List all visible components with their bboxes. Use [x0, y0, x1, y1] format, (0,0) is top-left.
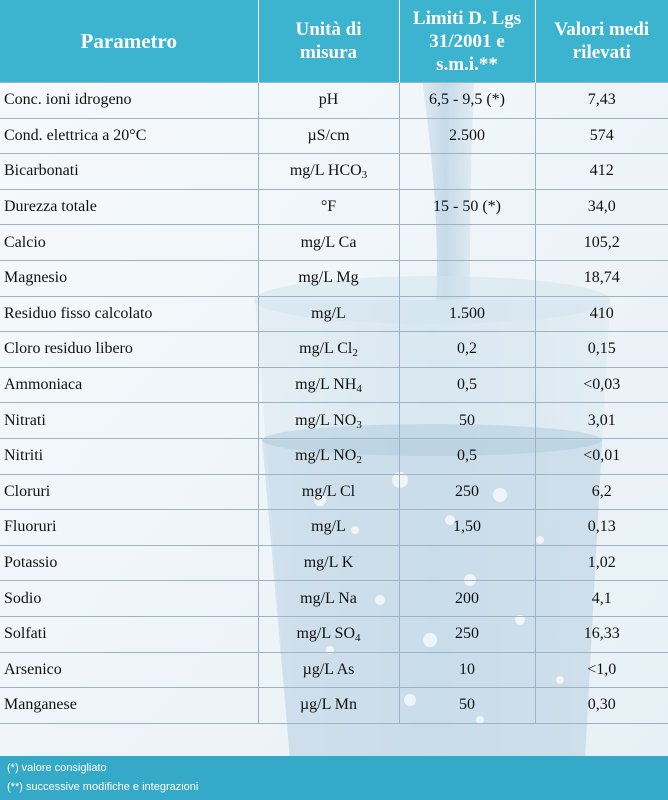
table-row	[0, 260, 668, 296]
value-cell: 6,2	[535, 474, 668, 510]
limit-cell: 2.500	[399, 118, 535, 154]
table-row	[0, 83, 668, 119]
limit-cell	[399, 260, 535, 296]
header-unita-di-misura	[258, 0, 399, 83]
table-row	[0, 545, 668, 581]
value-cell: 410	[535, 296, 668, 332]
unit-cell	[258, 474, 399, 510]
limit-cell: 6,5 - 9,5 (*)	[399, 83, 535, 119]
unit-text: mg/L SO	[296, 625, 356, 643]
param-cell: Nitrati	[0, 403, 258, 439]
header-value-line2: rilevati	[572, 42, 631, 63]
value-cell: 34,0	[535, 189, 668, 225]
unit-text: µg/L Mn	[299, 696, 358, 714]
unit-cell	[258, 296, 399, 332]
unit-cell	[258, 652, 399, 688]
unit-cell	[258, 154, 399, 190]
value-cell: <0,03	[535, 367, 668, 403]
param-cell: Potassio	[0, 545, 258, 581]
table-row	[0, 616, 668, 652]
param-cell: Calcio	[0, 225, 258, 261]
table-row	[0, 510, 668, 546]
unit-text: mg/L	[311, 304, 346, 322]
param-cell: Cloruri	[0, 474, 258, 510]
header-parametro: Parametro	[0, 0, 258, 83]
param-cell: Arsenico	[0, 652, 258, 688]
table-body	[0, 83, 668, 724]
table-row	[0, 652, 668, 688]
unit-text: mg/L Na	[300, 589, 357, 607]
value-cell: 16,33	[535, 616, 668, 652]
header-limit-line1: Limiti D. Lgs	[412, 7, 522, 29]
header-unit-line1: Unità di	[295, 19, 362, 40]
value-cell: 574	[535, 118, 668, 154]
unit-text: mg/L NO	[295, 411, 357, 429]
table-row	[0, 581, 668, 617]
unit-cell	[258, 616, 399, 652]
value-cell: 7,43	[535, 83, 668, 119]
table-row	[0, 474, 668, 510]
param-cell: Magnesio	[0, 260, 258, 296]
unit-cell	[258, 688, 399, 724]
unit-text: mg/L K	[303, 554, 354, 572]
unit-cell	[258, 189, 399, 225]
limit-cell: 0,5	[399, 367, 535, 403]
header-limiti	[399, 0, 535, 83]
unit-text: mg/L NH	[295, 376, 357, 394]
unit-cell	[258, 438, 399, 474]
unit-cell	[258, 225, 399, 261]
limit-cell: 0,5	[399, 438, 535, 474]
table-row	[0, 118, 668, 154]
unit-text: µS/cm	[307, 126, 350, 144]
header-unit-line2: misura	[300, 42, 357, 63]
param-cell: Conc. ioni idrogeno	[0, 83, 258, 119]
param-cell: Residuo fisso calcolato	[0, 296, 258, 332]
unit-text: mg/L Cl	[301, 482, 356, 500]
limit-cell: 0,2	[399, 332, 535, 368]
unit-subscript: 3	[361, 169, 368, 182]
table-row	[0, 438, 668, 474]
limit-cell: 10	[399, 652, 535, 688]
unit-subscript: 4	[355, 632, 361, 645]
unit-cell	[258, 118, 399, 154]
header-limit-line2: 31/2001 e	[429, 30, 505, 52]
limit-cell: 1.500	[399, 296, 535, 332]
unit-cell	[258, 545, 399, 581]
param-cell: Ammoniaca	[0, 367, 258, 403]
value-cell: 3,01	[535, 403, 668, 439]
value-cell: <1,0	[535, 652, 668, 688]
value-cell: 0,13	[535, 510, 668, 546]
table-row	[0, 332, 668, 368]
table-row	[0, 403, 668, 439]
limit-cell: 50	[399, 688, 535, 724]
limit-cell: 15 - 50 (*)	[399, 189, 535, 225]
param-cell: Nitriti	[0, 438, 258, 474]
value-cell: 1,02	[535, 545, 668, 581]
value-cell: 4,1	[535, 581, 668, 617]
unit-subscript: 3	[356, 418, 362, 431]
table-row	[0, 189, 668, 225]
unit-cell	[258, 510, 399, 546]
table-row	[0, 367, 668, 403]
footnote-smi: (**) successive modifiche e integrazioni	[7, 781, 199, 793]
value-cell: 105,2	[535, 225, 668, 261]
unit-text: mg/L Mg	[298, 269, 359, 287]
limit-cell: 250	[399, 616, 535, 652]
limit-cell: 200	[399, 581, 535, 617]
table-header	[0, 0, 668, 83]
unit-text: mg/L	[311, 518, 346, 536]
param-cell: Sodio	[0, 581, 258, 617]
param-cell: Solfati	[0, 616, 258, 652]
limit-cell	[399, 154, 535, 190]
unit-cell	[258, 83, 399, 119]
param-cell: Durezza totale	[0, 189, 258, 225]
unit-text: °F	[320, 198, 337, 216]
value-cell: <0,01	[535, 438, 668, 474]
table-row	[0, 688, 668, 724]
unit-text: mg/L NO	[295, 447, 357, 465]
header-limit-line3: s.m.i.**	[436, 53, 498, 75]
limit-cell: 250	[399, 474, 535, 510]
value-cell: 0,15	[535, 332, 668, 368]
footnote-valore-consigliato: (*) valore consigliato	[7, 762, 107, 774]
value-cell: 412	[535, 154, 668, 190]
table-row	[0, 154, 668, 190]
table-row	[0, 225, 668, 261]
unit-cell	[258, 332, 399, 368]
unit-cell	[258, 260, 399, 296]
unit-cell	[258, 403, 399, 439]
param-cell: Bicarbonati	[0, 154, 258, 190]
unit-subscript: 4	[356, 383, 362, 396]
param-cell: Cond. elettrica a 20°C	[0, 118, 258, 154]
unit-text: mg/L HCO	[289, 162, 362, 180]
header-valori-medi	[535, 0, 668, 83]
unit-cell	[258, 581, 399, 617]
unit-text: mg/L Ca	[300, 233, 357, 251]
limit-cell: 50	[399, 403, 535, 439]
param-cell: Cloro residuo libero	[0, 332, 258, 368]
unit-text: µg/L As	[302, 660, 355, 678]
unit-subscript: 2	[352, 347, 358, 360]
unit-text: mg/L Cl	[299, 340, 353, 358]
value-cell: 18,74	[535, 260, 668, 296]
header-value-line1: Valori medi	[554, 19, 650, 40]
limit-cell	[399, 545, 535, 581]
param-cell: Fluoruri	[0, 510, 258, 546]
limit-cell: 1,50	[399, 510, 535, 546]
param-cell: Manganese	[0, 688, 258, 724]
unit-text: pH	[318, 91, 339, 109]
value-cell: 0,30	[535, 688, 668, 724]
table-row	[0, 296, 668, 332]
unit-cell	[258, 367, 399, 403]
footnotes-bar	[0, 756, 668, 800]
limit-cell	[399, 225, 535, 261]
unit-subscript: 2	[356, 454, 362, 467]
